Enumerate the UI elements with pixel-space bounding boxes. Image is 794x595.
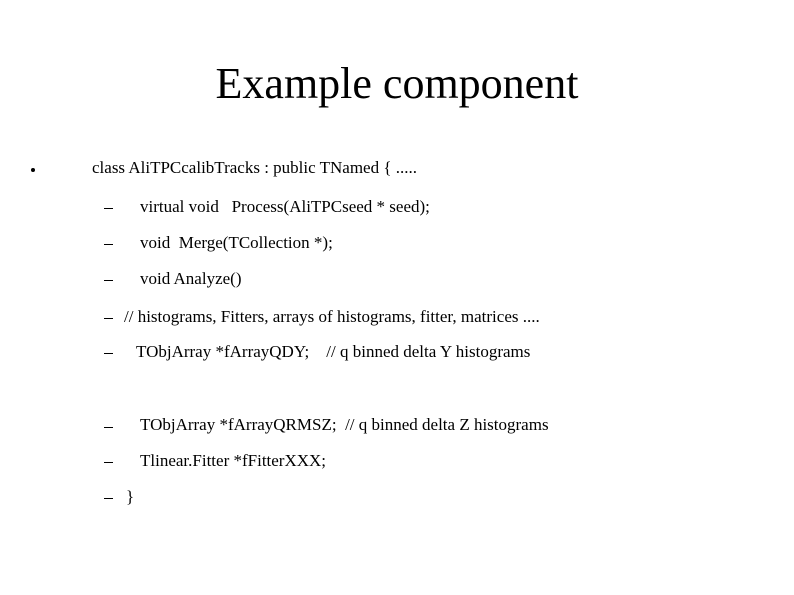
- sub-item: // histograms, Fitters, arrays of histograms, fitter, matrices ....: [124, 307, 540, 326]
- bullet-class-declaration: class AliTPCcalibTracks : public TNamed { .....: [92, 158, 417, 177]
- dash-icon: [104, 462, 113, 463]
- dash-icon: [104, 208, 113, 209]
- sub-item-closing-brace: }: [126, 487, 135, 506]
- sub-item: TObjArray *fArrayQDY; // q binned delta Y histograms: [136, 342, 531, 361]
- slide-title: Example component: [215, 59, 579, 108]
- dash-icon: [104, 280, 113, 281]
- dash-icon: [104, 498, 113, 499]
- sub-item: TObjArray *fArrayQRMSZ; // q binned delta Z histograms: [140, 415, 549, 434]
- sub-item: Tlinear.Fitter *fFitterXXX;: [140, 451, 327, 470]
- sub-item: virtual void Process(AliTPCseed * seed);: [140, 197, 430, 216]
- dash-icon: [104, 318, 113, 319]
- sub-item: void Merge(TCollection *);: [140, 233, 333, 252]
- dash-icon: [104, 427, 113, 428]
- dash-icon: [104, 244, 113, 245]
- sub-item: void Analyze(): [140, 269, 242, 288]
- dash-icon: [104, 353, 113, 354]
- bullet-dot-icon: [31, 168, 35, 172]
